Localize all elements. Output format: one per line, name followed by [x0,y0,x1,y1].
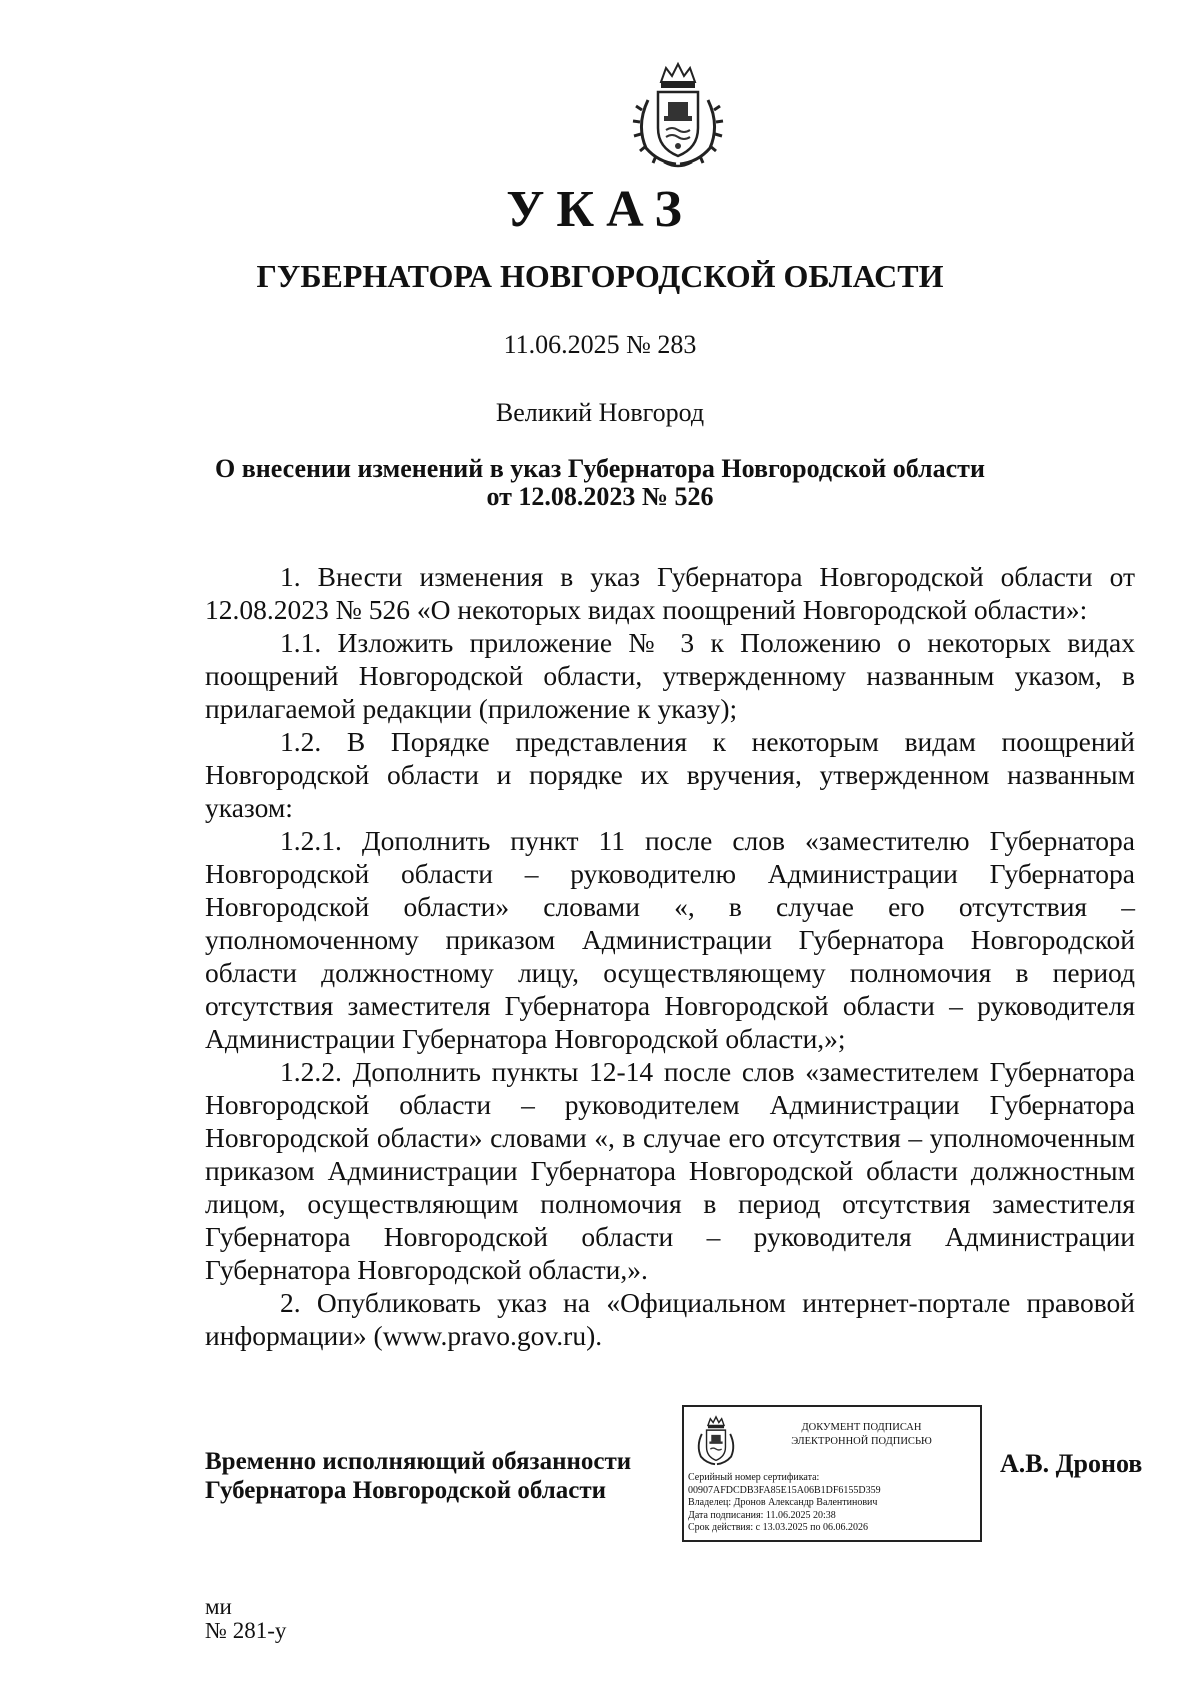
issuer-title: ГУБЕРНАТОРА НОВГОРОДСКОЙ ОБЛАСТИ [256,258,944,294]
signatory-position [205,1447,675,1505]
stamp-heading-line-2: ЭЛЕКТРОННОЙ ПОДПИСЬЮ [791,1436,932,1447]
body-paragraph: 1.1. Изложить приложение № 3 к Положению о некоторых видах поощрений Новгородской области, утвержденному названным указом, в прилагаемой редакции (приложение к указу); [205,627,1135,724]
signatory-name: А.В. Дронов [1000,1449,1143,1478]
signing-date: Дата подписания: 11.06.2025 20:38 [688,1509,836,1521]
position-line-2: Губернатора Новгородской области [205,1477,607,1504]
position-line-1: Временно исполняющий обязанности [205,1448,632,1475]
executor-mark [205,1595,286,1643]
stamp-details [688,1472,980,1535]
registration-number: № 281-у [205,1618,287,1643]
executor-initials: ми [205,1594,232,1619]
place-of-issue: Великий Новгород [495,398,705,427]
certificate-serial-label: Серийный номер сертификата: [688,1472,820,1483]
date-and-number: 11.06.2025 № 283 [503,330,697,359]
body-paragraph: 1. Внести изменения в указ Губернатора Новгородской области от 12.08.2023 № 526 «О некоторых видах поощрений Новгородской области»: [205,561,1135,625]
coat-of-arms-icon [628,60,728,170]
certificate-serial: 00907AFDCDB3FA85E15A06B1DF6155D359 [688,1484,881,1496]
stamp-heading [754,1421,969,1449]
subject-line-1: О внесении изменений в указ Губернатора Новгородской области [215,454,985,483]
subject-line-2: от 12.08.2023 № 526 [486,482,714,511]
decree-subject [150,455,1050,511]
coat-of-arms-icon [692,1415,740,1467]
document-type: УКАЗ [506,181,694,238]
decree-body [205,560,1135,1352]
certificate-owner: Владелец: Дронов Александр Валентинович [688,1497,878,1508]
body-paragraph: 1.2.2. Дополнить пункты 12-14 после слов «заместителем Губернатора Новгородской области – руководителем Администрации Губернатора Новгородской области» словами «, в случае его отсутствия – уполномоченным приказом Администрации Губернатора Новгородской области должностным лицом, осуществляющим полномочия в период отсутствия заместителя Губернатора Новгородской области – руководителя Администрации Губернатора Новгородской области,». [205,1056,1135,1285]
body-paragraph: 1.2. В Порядке представления к некоторым видам поощрений Новгородской области и порядке их вручения, утвержденном названным указом: [205,726,1135,823]
certificate-validity: Срок действия: с 13.03.2025 по 06.06.2026 [688,1522,868,1533]
body-paragraph: 2. Опубликовать указ на «Официальном интернет-портале правовой информации» (www.pravo.gov.ru). [205,1287,1135,1351]
electronic-signature-stamp [682,1405,982,1542]
stamp-heading-line-1: ДОКУМЕНТ ПОДПИСАН [801,1422,922,1433]
body-paragraph: 1.2.1. Дополнить пункт 11 после слов «заместителю Губернатора Новгородской области – руководителю Администрации Губернатора Новгородской области» словами «, в случае его отсутствия – уполномоченному приказом Администрации Губернатора Новгородской области должностному лицу, осуществляющему полномочия в период отсутствия заместителя Губернатора Новгородской области – руководителя Администрации Губернатора Новгородской области,»; [205,825,1135,1054]
